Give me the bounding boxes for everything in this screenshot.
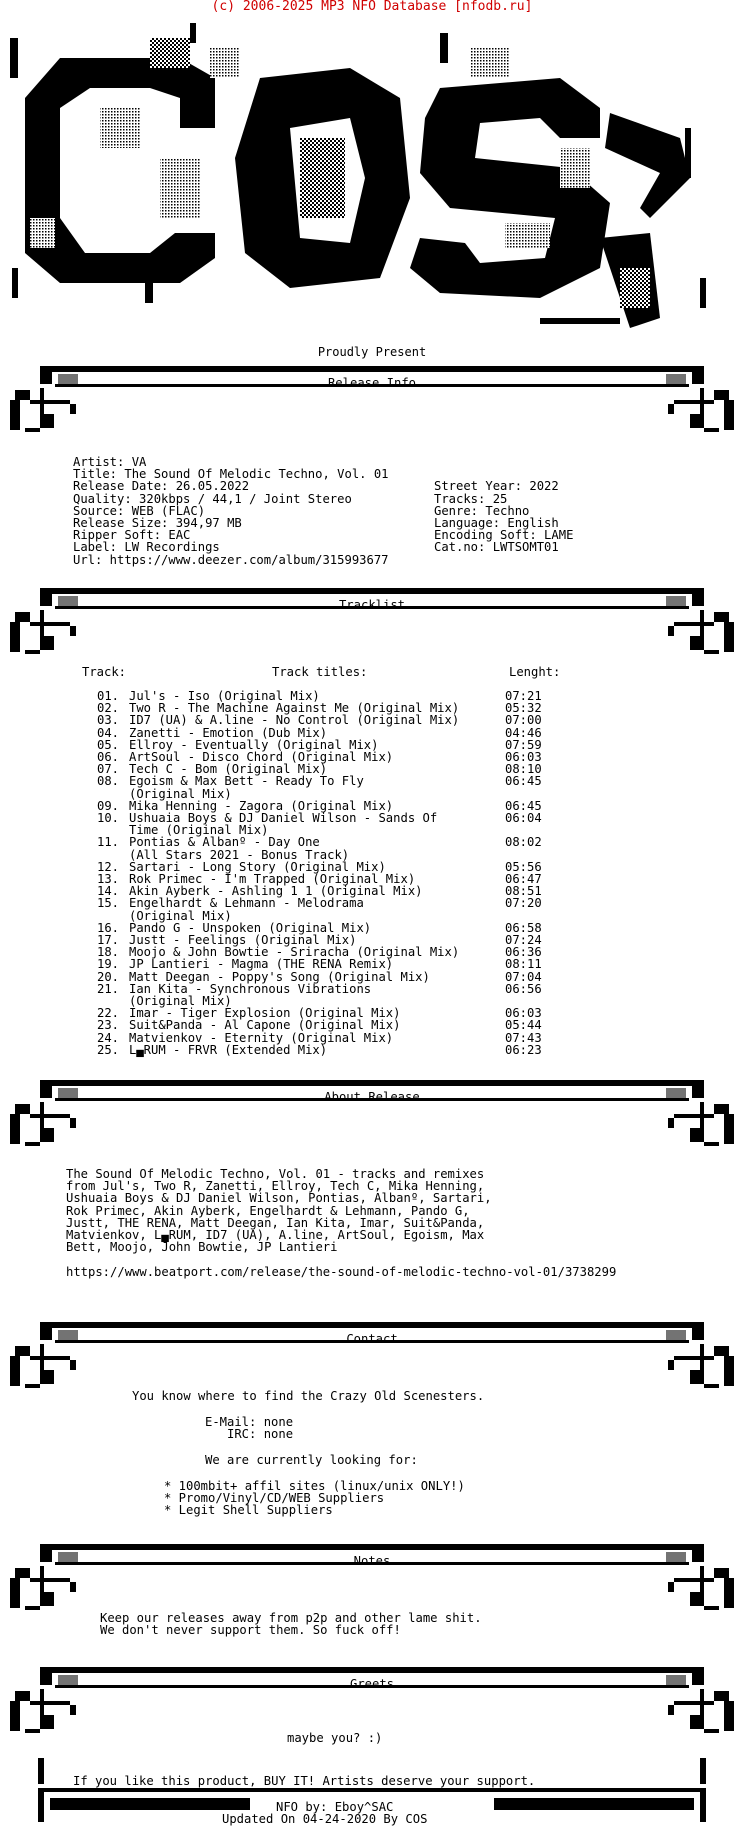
track-title: Rok Primec - I'm Trapped (Original Mix): [129, 872, 416, 886]
release-info-line: Ripper Soft: EAC: [73, 528, 191, 543]
track-title: Jul's - Iso (Original Mix): [129, 689, 320, 703]
track-row: [0, 946, 744, 958]
track-row: [0, 849, 744, 861]
support-text: If you like this product, BUY IT! Artists deserve your support.: [73, 1774, 536, 1788]
intro-text: Proudly Present: [317, 345, 427, 359]
about-line: [66, 1253, 616, 1265]
track-title: Ellroy - Eventually (Original Mix): [129, 737, 379, 752]
track-row: [0, 739, 744, 751]
track-title: (Original Mix): [129, 994, 232, 1008]
notes-title: Notes: [353, 1554, 391, 1568]
track-number: 23.: [97, 1018, 120, 1033]
track-title: Moojo & John Bowtie - Sriracha (Original Mix): [129, 945, 460, 960]
track-length: 06:04: [505, 811, 542, 825]
release-info-line: Label: LW Recordings: [73, 540, 220, 555]
release-info-line: Source: WEB (FLAC): [73, 503, 206, 518]
track-title: Time (Original Mix): [129, 823, 269, 838]
contact-item: * Promo/Vinyl/CD/WEB Suppliers: [164, 1491, 385, 1506]
track-number: 13.: [97, 872, 120, 886]
track-length: 08:10: [505, 762, 542, 777]
release-info-line: Url: https://www.deezer.com/album/315993677: [73, 552, 389, 567]
track-number: 14.: [97, 884, 120, 899]
track-title: (Original Mix): [129, 786, 232, 801]
track-number: 17.: [97, 933, 120, 947]
track-number: 15.: [97, 896, 120, 911]
about-banner: [0, 1080, 744, 1160]
track-number: 06.: [97, 750, 120, 764]
track-row: [0, 1007, 744, 1019]
track-row: [0, 751, 744, 763]
track-length: 07:21: [505, 689, 542, 703]
track-length: 06:45: [505, 798, 542, 813]
contact-item: * Legit Shell Suppliers: [164, 1503, 333, 1518]
track-row: [0, 702, 744, 714]
track-row: [0, 788, 744, 800]
contact-intro: You know where to find the Crazy Old Scenesters.: [132, 1389, 485, 1403]
track-title: JP Lantieri - Magma (THE RENA Remix): [129, 957, 394, 972]
release-info-line: Street Year: 2022: [434, 479, 559, 494]
track-length: 06:36: [505, 945, 542, 960]
track-number: 18.: [97, 945, 120, 960]
track-length: 07:00: [505, 713, 542, 728]
about-title: About Release: [324, 1090, 420, 1104]
notes-line: Keep our releases away from p2p and other lame shit.: [100, 1611, 482, 1625]
release-info-line: Language: English: [434, 516, 559, 531]
contact-title: Contact: [346, 1332, 398, 1346]
track-number: 10.: [97, 811, 120, 825]
track-length: 08:51: [505, 884, 542, 899]
track-row: [0, 995, 744, 1007]
release-info-line: Release Size: 394,97 MB: [73, 516, 242, 531]
track-length: 06:45: [505, 774, 542, 789]
release-info-line: Artist: VA: [73, 455, 147, 469]
track-length: 06:03: [505, 750, 542, 764]
track-title: ArtSoul - Disco Chord (Original Mix): [129, 750, 394, 764]
notes-text: [100, 1612, 482, 1636]
col-length-header: Lenght:: [509, 665, 561, 679]
contact-irc: IRC: none: [205, 1427, 294, 1441]
about-line: from Jul's, Two R, Zanetti, Ellroy, Tech C, Mika Henning,: [66, 1179, 485, 1194]
track-row: [0, 763, 744, 775]
track-length: 07:04: [505, 969, 542, 984]
track-row: [0, 812, 744, 824]
release-info-banner: [0, 366, 744, 446]
greets-title: Greets: [349, 1677, 395, 1691]
about-line: Bett, Moojo, John Bowtie, JP Lantieri: [66, 1240, 338, 1255]
track-title: Pando G - Unspoken (Original Mix): [129, 920, 372, 935]
greets-text: maybe you? :): [287, 1731, 383, 1745]
track-row: [0, 922, 744, 934]
about-line: https://www.beatport.com/release/the-sound-of-melodic-techno-vol-01/3738299: [66, 1264, 617, 1279]
about-line: Rok Primec, Akin Ayberk, Engelhardt & Lehmann, Pando G,: [66, 1203, 470, 1218]
track-title: Imar - Tiger Explosion (Original Mix): [129, 1006, 401, 1021]
release-info-line: [434, 554, 573, 566]
track-length: 06:58: [505, 920, 542, 935]
track-number: 03.: [97, 713, 120, 728]
release-info-line: Encoding Soft: LAME: [434, 528, 574, 543]
track-number: 16.: [97, 920, 120, 935]
track-length: 06:56: [505, 981, 542, 996]
contact-item: * 100mbit+ affil sites (linux/unix ONLY!): [164, 1479, 465, 1493]
track-row: [0, 861, 744, 873]
track-length: 06:03: [505, 1006, 542, 1021]
track-title: Ushuaia Boys & DJ Daniel Wilson - Sands Of: [129, 811, 438, 825]
about-line: Ushuaia Boys & DJ Daniel Wilson, Pontias, Albanº, Sartari,: [66, 1191, 492, 1206]
release-info-line: Cat.no: LWTSOMT01: [434, 540, 559, 555]
release-info-right: [434, 456, 573, 566]
track-title: Ian Kita - Synchronous Vibrations: [129, 981, 372, 996]
track-row: [0, 971, 744, 983]
track-number: 25.: [97, 1042, 120, 1057]
col-titles-header: Track titles:: [272, 665, 368, 679]
track-title: Suit&Panda - Al Capone (Original Mix): [129, 1018, 401, 1033]
track-number: 11.: [97, 835, 120, 850]
track-title: Pontias & Albanº - Day One: [129, 835, 320, 850]
updated-text: Updated On 04-24-2020 By COS: [222, 1812, 428, 1826]
track-number: 22.: [97, 1006, 120, 1021]
track-title: Justt - Feelings (Original Mix): [129, 933, 357, 947]
track-row: [0, 983, 744, 995]
track-title: Egoism & Max Bett - Ready To Fly: [129, 774, 364, 789]
track-row: [0, 873, 744, 885]
release-info-line: Release Date: 26.05.2022: [73, 479, 250, 494]
track-row: [0, 727, 744, 739]
track-row: [0, 1019, 744, 1031]
track-number: 09.: [97, 798, 120, 813]
track-title: Matt Deegan - Poppy's Song (Original Mix): [129, 969, 430, 984]
nfo-by: NFO by: Eboy^SAC: [272, 1801, 397, 1813]
track-row: [0, 910, 744, 922]
release-info-left: [73, 456, 389, 566]
tracklist-banner: [0, 588, 744, 668]
track-title: L▄RUM - FRVR (Extended Mix): [129, 1042, 328, 1057]
about-line: Matvienkov, L▄RUM, ID7 (UA), A.line, ArtSoul, Egoism, Max: [66, 1228, 485, 1243]
track-length: 07:43: [505, 1030, 542, 1045]
track-number: 20.: [97, 969, 120, 984]
track-length: 05:44: [505, 1018, 542, 1033]
track-length: 04:46: [505, 725, 542, 740]
cos-logo: [0, 18, 744, 343]
track-title: ID7 (UA) & A.line - No Control (Original Mix): [129, 713, 460, 728]
release-info-line: Tracks: 25: [434, 491, 508, 506]
track-title: Engelhardt & Lehmann - Melodrama: [129, 896, 364, 911]
track-number: 04.: [97, 725, 120, 740]
track-title: Zanetti - Emotion (Dub Mix): [129, 725, 328, 740]
track-number: 01.: [97, 689, 120, 703]
col-track-header: Track:: [82, 665, 127, 679]
about-text: [66, 1168, 616, 1278]
track-number: 19.: [97, 957, 120, 972]
release-info-line: Genre: Techno: [434, 503, 530, 518]
track-title: Two R - The Machine Against Me (Original Mix): [129, 701, 460, 716]
track-row: [0, 934, 744, 946]
track-title: Matvienkov - Eternity (Original Mix): [129, 1030, 394, 1045]
release-info-line: Title: The Sound Of Melodic Techno, Vol. 01: [73, 467, 389, 482]
track-length: 08:11: [505, 957, 542, 972]
track-number: 21.: [97, 981, 120, 996]
contact-items: [164, 1480, 465, 1517]
track-row: [0, 958, 744, 970]
track-row: [0, 1032, 744, 1044]
track-number: 24.: [97, 1030, 120, 1045]
track-length: 05:56: [505, 859, 542, 874]
about-line: The Sound Of Melodic Techno, Vol. 01 - tracks and remixes: [66, 1167, 485, 1181]
site-header: (c) 2006-2025 MP3 NFO Database [nfodb.ru]: [211, 0, 533, 14]
release-info-line: Quality: 320kbps / 44,1 / Joint Stereo: [73, 491, 352, 506]
track-row: [0, 1044, 744, 1056]
track-length: 06:23: [505, 1042, 542, 1057]
track-row: [0, 800, 744, 812]
track-length: 07:59: [505, 737, 542, 752]
release-info-line: [434, 456, 573, 468]
track-title: (All Stars 2021 - Bonus Track): [129, 847, 350, 862]
track-row: [0, 836, 744, 848]
track-number: 05.: [97, 737, 120, 752]
contact-email: E-Mail: none: [205, 1415, 294, 1429]
track-title: (Original Mix): [129, 908, 232, 923]
track-number: 02.: [97, 701, 120, 716]
tracklist-title: Tracklist: [338, 598, 406, 612]
contact-looking: We are currently looking for:: [205, 1453, 418, 1467]
track-title: Tech C - Bom (Original Mix): [129, 762, 328, 777]
track-title: Sartari - Long Story (Original Mix): [129, 859, 386, 874]
track-length: 07:24: [505, 933, 542, 947]
track-row: [0, 824, 744, 836]
track-length: 07:20: [505, 896, 542, 911]
track-number: 08.: [97, 774, 120, 789]
track-length: 08:02: [505, 835, 542, 850]
track-length: 05:32: [505, 701, 542, 716]
track-length: 06:47: [505, 872, 542, 886]
track-number: 07.: [97, 762, 120, 777]
track-title: Akin Ayberk - Ashling 1 1 (Original Mix): [129, 884, 423, 899]
track-row: [0, 775, 744, 787]
track-number: 12.: [97, 859, 120, 874]
track-row: [0, 690, 744, 702]
track-row: [0, 714, 744, 726]
notes-line: We don't never support them. So fuck off!: [100, 1623, 401, 1638]
track-row: [0, 885, 744, 897]
track-row: [0, 897, 744, 909]
track-title: Mika Henning - Zagora (Original Mix): [129, 798, 394, 813]
about-line: Justt, THE RENA, Matt Deegan, Ian Kita, Imar, Suit&Panda,: [66, 1215, 485, 1230]
release-info-title: Release Info: [327, 376, 417, 390]
